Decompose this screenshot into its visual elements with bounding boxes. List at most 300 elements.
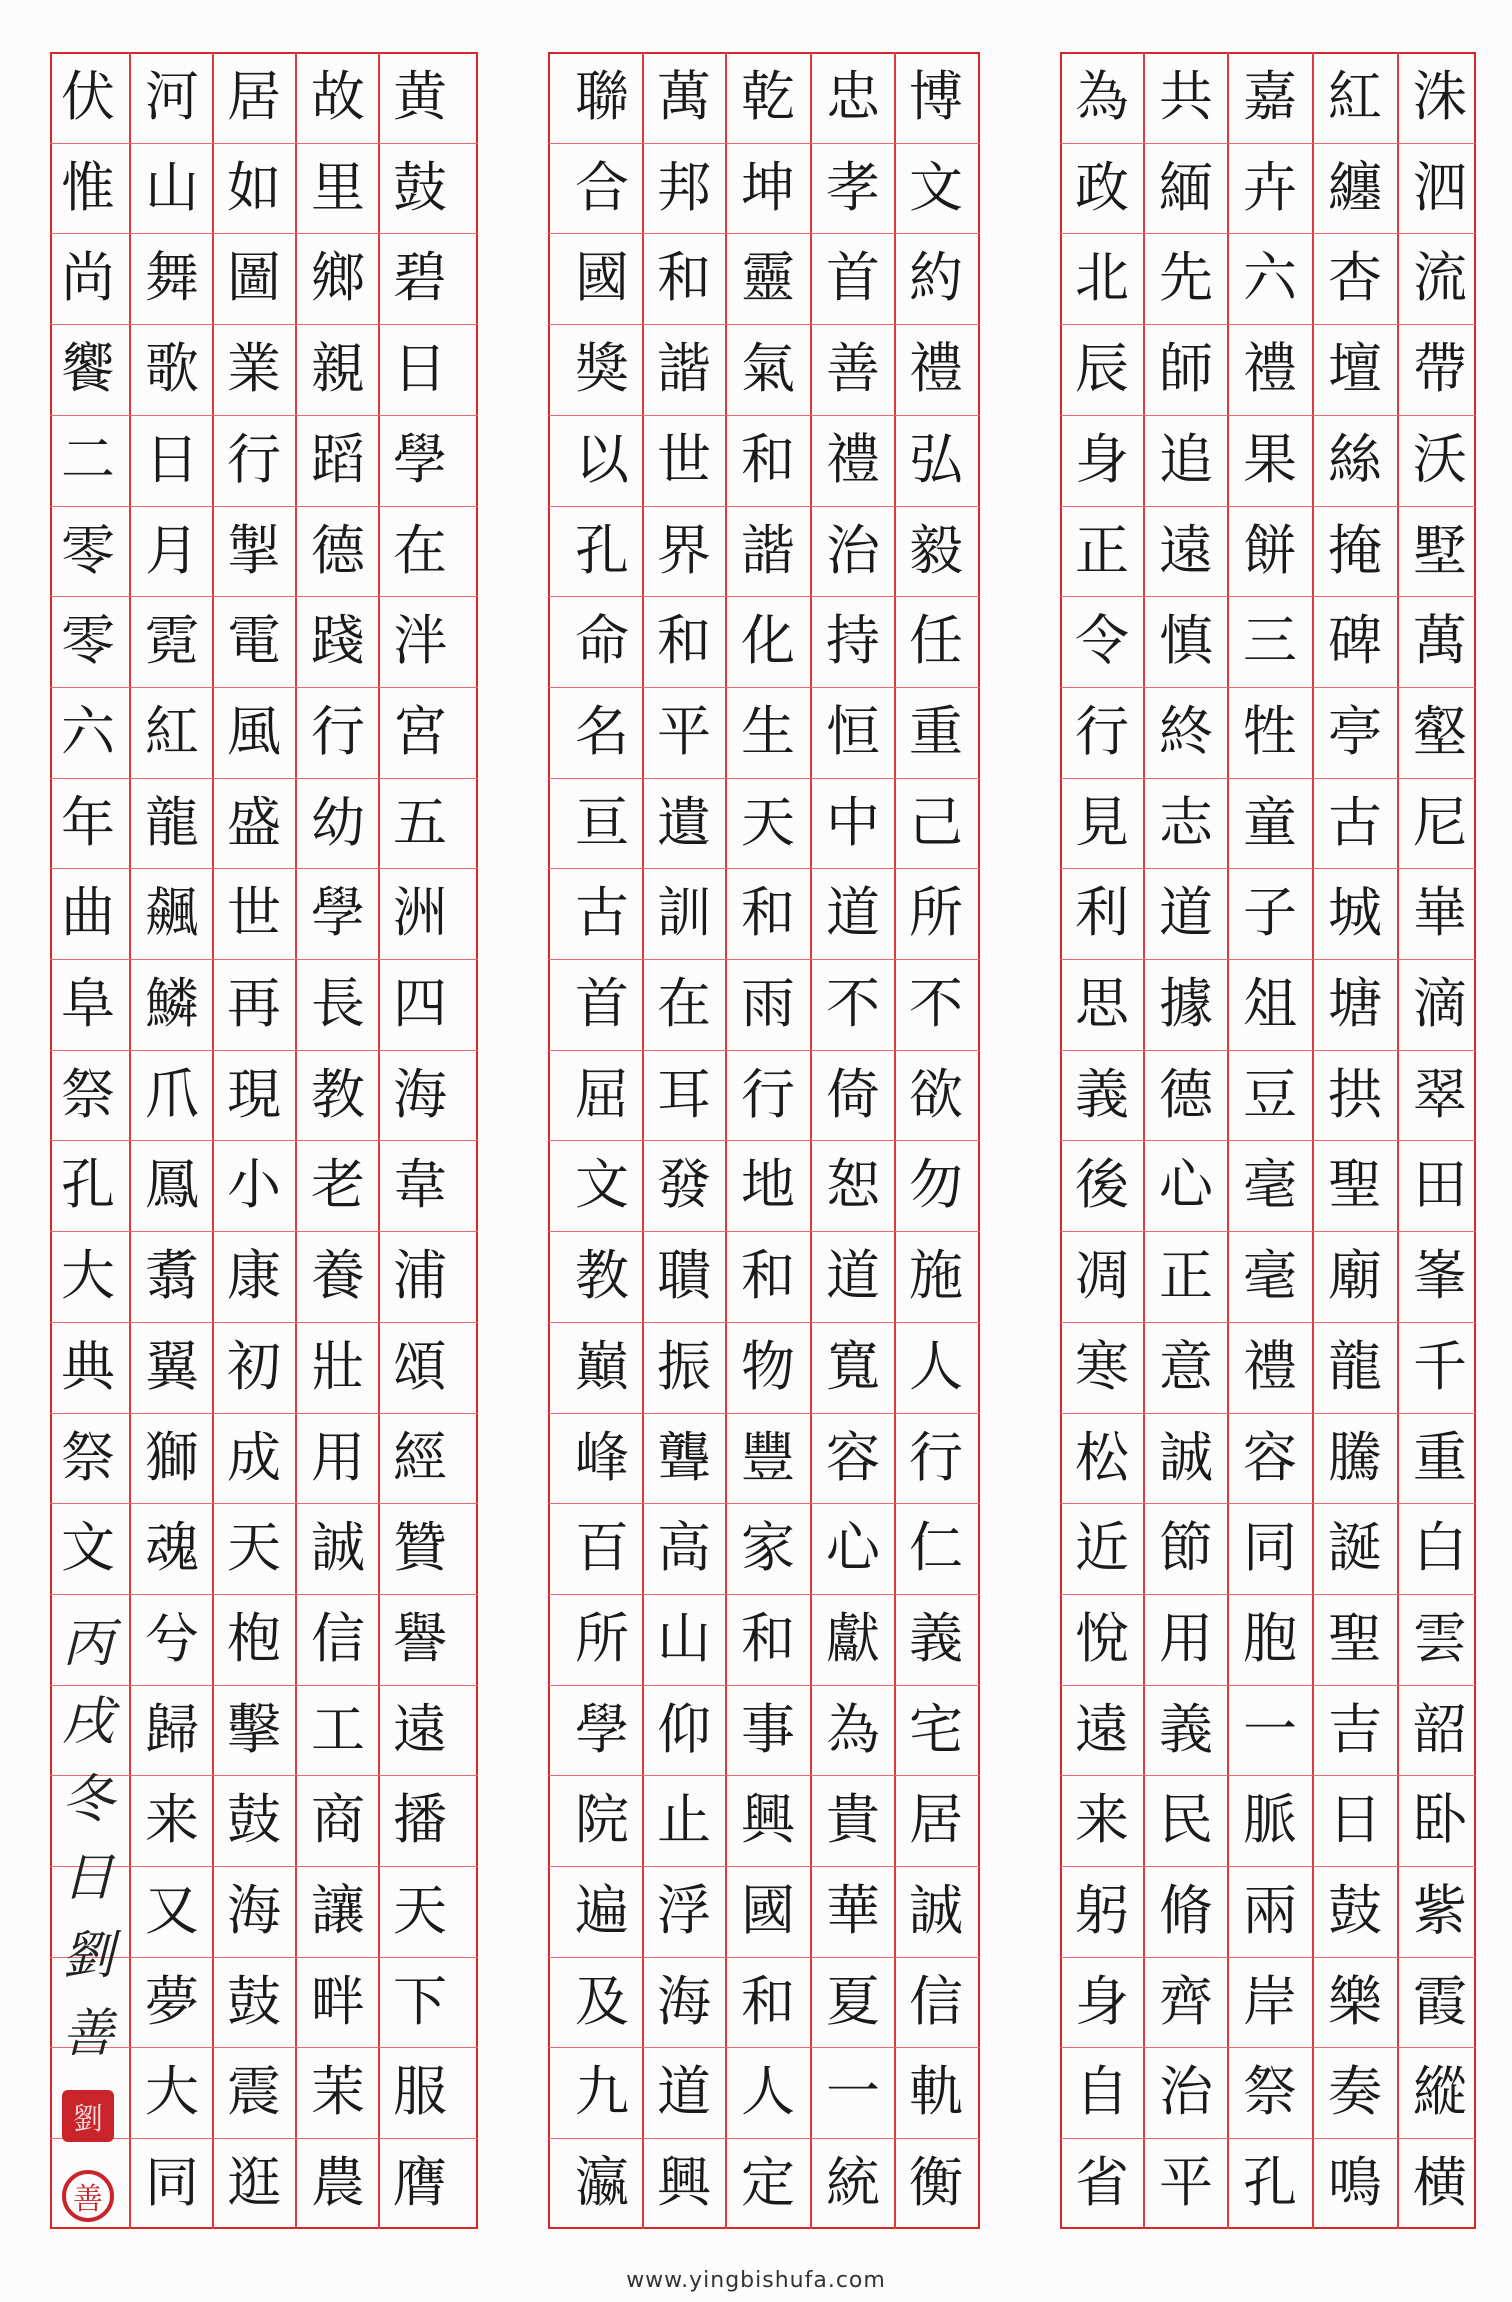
calligraphy-char: 誠 — [1159, 1425, 1213, 1489]
calligraphy-char: 誠 — [311, 1516, 365, 1580]
calligraphy-char: 宮 — [393, 699, 447, 763]
calligraphy-char: 禮 — [1243, 1334, 1297, 1398]
grid-row-line — [1060, 596, 1476, 597]
calligraphy-char: 辰 — [1075, 337, 1129, 401]
calligraphy-char: 博 — [909, 65, 963, 128]
calligraphy-char: 學 — [575, 1697, 629, 1761]
calligraphy-char: 道 — [826, 1244, 880, 1308]
calligraphy-char: 譽 — [393, 1606, 447, 1670]
calligraphy-char: 興 — [741, 1788, 795, 1852]
calligraphy-char: 海 — [393, 1062, 447, 1126]
calligraphy-char: 先 — [1159, 246, 1213, 310]
calligraphy-char: 農 — [311, 2151, 365, 2215]
calligraphy-char: 零 — [61, 518, 115, 582]
calligraphy-char: 聖 — [1328, 1606, 1382, 1670]
grid-row-line — [548, 2138, 980, 2139]
calligraphy-char: 終 — [1159, 699, 1213, 763]
calligraphy-char: 諧 — [657, 337, 711, 401]
grid-row-line — [548, 1685, 980, 1686]
calligraphy-char: 帶 — [1413, 337, 1467, 401]
calligraphy-char: 貴 — [826, 1788, 880, 1852]
calligraphy-char: 遍 — [575, 1879, 629, 1942]
calligraphy-char: 枹 — [227, 1606, 281, 1670]
grid-row-line — [548, 1322, 980, 1323]
calligraphy-char: 令 — [1075, 609, 1129, 673]
calligraphy-char: 興 — [657, 2151, 711, 2215]
calligraphy-char: 翠 — [1413, 1062, 1467, 1126]
calligraphy-char: 踐 — [311, 609, 365, 673]
calligraphy-char: 舞 — [145, 246, 199, 310]
calligraphy-char: 韋 — [393, 1153, 447, 1217]
calligraphy-char: 禮 — [1243, 337, 1297, 401]
grid-row-line — [50, 596, 478, 597]
calligraphy-char: 騰 — [1328, 1425, 1382, 1489]
calligraphy-char: 止 — [657, 1788, 711, 1852]
calligraphy-char: 大 — [145, 2060, 199, 2124]
calligraphy-char: 乾 — [741, 65, 795, 128]
calligraphy-char: 信 — [909, 1969, 963, 2033]
signature-char: 善 — [61, 2004, 114, 2064]
calligraphy-char: 行 — [741, 1062, 795, 1126]
calligraphy-char: 衡 — [909, 2151, 963, 2215]
calligraphy-char: 北 — [1075, 246, 1129, 310]
calligraphy-char: 康 — [227, 1244, 281, 1308]
calligraphy-char: 和 — [657, 609, 711, 673]
calligraphy-char: 振 — [657, 1334, 711, 1398]
calligraphy-char: 界 — [657, 518, 711, 582]
calligraphy-char: 里 — [311, 155, 365, 219]
grid-row-line — [50, 415, 478, 416]
calligraphy-char: 據 — [1159, 972, 1213, 1035]
calligraphy-char: 日 — [145, 427, 199, 491]
calligraphy-char: 德 — [311, 518, 365, 582]
grid-row-line — [548, 1413, 980, 1414]
calligraphy-char: 脩 — [1159, 1879, 1213, 1942]
calligraphy-char: 峰 — [575, 1425, 629, 1489]
calligraphy-char: 遠 — [393, 1697, 447, 1761]
seal-stamp: 劉 — [62, 2090, 114, 2142]
calligraphy-char: 工 — [311, 1697, 365, 1761]
calligraphy-char: 峯 — [1413, 1244, 1467, 1308]
calligraphy-char: 仰 — [657, 1697, 711, 1761]
calligraphy-char: 鼓 — [227, 1969, 281, 2033]
calligraphy-char: 来 — [1075, 1788, 1129, 1852]
calligraphy-char: 齊 — [1159, 1969, 1213, 2033]
calligraphy-char: 魂 — [145, 1516, 199, 1580]
calligraphy-char: 聯 — [575, 65, 629, 128]
calligraphy-char: 爪 — [145, 1062, 199, 1126]
calligraphy-char: 近 — [1075, 1516, 1129, 1580]
grid-row-line — [1060, 2138, 1476, 2139]
calligraphy-char: 年 — [61, 790, 115, 854]
calligraphy-char: 現 — [227, 1062, 281, 1126]
calligraphy-char: 零 — [61, 609, 115, 673]
calligraphy-char: 文 — [61, 1516, 115, 1580]
calligraphy-char: 為 — [1075, 65, 1129, 128]
calligraphy-char: 擊 — [227, 1697, 281, 1761]
calligraphy-char: 正 — [1075, 518, 1129, 582]
calligraphy-char: 巔 — [575, 1334, 629, 1398]
calligraphy-char: 行 — [909, 1425, 963, 1489]
calligraphy-char: 故 — [311, 65, 365, 128]
calligraphy-char: 獎 — [575, 337, 629, 401]
calligraphy-char: 人 — [909, 1334, 963, 1398]
grid-row-line — [548, 687, 980, 688]
grid-row-line — [1060, 1231, 1476, 1232]
calligraphy-char: 百 — [575, 1516, 629, 1580]
calligraphy-char: 風 — [227, 699, 281, 763]
calligraphy-char: 寬 — [826, 1334, 880, 1398]
calligraphy-char: 杏 — [1328, 246, 1382, 310]
calligraphy-char: 居 — [909, 1788, 963, 1852]
calligraphy-char: 萬 — [1413, 609, 1467, 673]
grid-row-line — [1060, 1413, 1476, 1414]
grid-row-line — [1060, 868, 1476, 869]
calligraphy-char: 欲 — [909, 1062, 963, 1126]
calligraphy-char: 頌 — [393, 1334, 447, 1398]
grid-row-line — [548, 415, 980, 416]
signature-char: 戌 — [61, 1692, 114, 1752]
calligraphy-char: 國 — [575, 246, 629, 310]
calligraphy-char: 經 — [393, 1425, 447, 1489]
calligraphy-char: 五 — [393, 790, 447, 854]
calligraphy-char: 卧 — [1413, 1788, 1467, 1852]
calligraphy-char: 豐 — [741, 1425, 795, 1489]
calligraphy-char: 鄉 — [311, 246, 365, 310]
calligraphy-char: 心 — [826, 1516, 880, 1580]
calligraphy-char: 宅 — [909, 1697, 963, 1761]
calligraphy-char: 鼓 — [1328, 1879, 1382, 1942]
calligraphy-char: 聵 — [657, 1244, 711, 1308]
calligraphy-char: 地 — [741, 1153, 795, 1217]
grid-row-line — [50, 324, 478, 325]
calligraphy-char: 再 — [227, 972, 281, 1035]
calligraphy-char: 下 — [393, 1969, 447, 2033]
calligraphy-char: 逛 — [227, 2151, 281, 2215]
calligraphy-char: 霞 — [1413, 1969, 1467, 2033]
calligraphy-char: 月 — [145, 518, 199, 582]
calligraphy-char: 意 — [1159, 1334, 1213, 1398]
grid-row-line — [1060, 1503, 1476, 1504]
signature-char: 丙 — [61, 1614, 114, 1674]
calligraphy-char: 紅 — [145, 699, 199, 763]
calligraphy-char: 一 — [826, 2060, 880, 2124]
calligraphy-char: 統 — [826, 2151, 880, 2215]
seal-stamp-round: 善 — [62, 2170, 114, 2222]
calligraphy-char: 業 — [227, 337, 281, 401]
calligraphy-char: 讓 — [311, 1879, 365, 1942]
grid-row-line — [1060, 2047, 1476, 2048]
calligraphy-char: 倚 — [826, 1062, 880, 1126]
grid-row-line — [1060, 687, 1476, 688]
calligraphy-char: 禮 — [826, 427, 880, 491]
grid-row-line — [548, 1140, 980, 1141]
calligraphy-char: 重 — [909, 699, 963, 763]
calligraphy-char: 心 — [1159, 1153, 1213, 1217]
grid-row-line — [1060, 1594, 1476, 1595]
calligraphy-char: 追 — [1159, 427, 1213, 491]
calligraphy-char: 利 — [1075, 881, 1129, 945]
calligraphy-char: 兮 — [145, 1606, 199, 1670]
calligraphy-char: 尚 — [61, 246, 115, 310]
calligraphy-char: 恕 — [826, 1153, 880, 1217]
calligraphy-char: 忠 — [826, 65, 880, 128]
calligraphy-char: 初 — [227, 1334, 281, 1398]
calligraphy-char: 天 — [741, 790, 795, 854]
calligraphy-char: 不 — [909, 972, 963, 1035]
calligraphy-char: 六 — [1243, 246, 1297, 310]
calligraphy-char: 耳 — [657, 1062, 711, 1126]
grid-row-line — [1060, 324, 1476, 325]
calligraphy-char: 服 — [393, 2060, 447, 2124]
grid-row-line — [50, 1413, 478, 1414]
calligraphy-char: 容 — [1243, 1425, 1297, 1489]
calligraphy-char: 高 — [657, 1516, 711, 1580]
calligraphy-char: 居 — [227, 65, 281, 128]
calligraphy-char: 鳴 — [1328, 2151, 1382, 2215]
calligraphy-char: 恒 — [826, 699, 880, 763]
calligraphy-char: 民 — [1159, 1788, 1213, 1852]
calligraphy-char: 治 — [826, 518, 880, 582]
calligraphy-char: 師 — [1159, 337, 1213, 401]
calligraphy-char: 播 — [393, 1788, 447, 1852]
grid-row-line — [548, 1775, 980, 1776]
calligraphy-char: 流 — [1413, 246, 1467, 310]
calligraphy-char: 文 — [909, 155, 963, 219]
calligraphy-char: 河 — [145, 65, 199, 128]
calligraphy-char: 首 — [575, 972, 629, 1035]
calligraphy-char: 思 — [1075, 972, 1129, 1035]
calligraphy-char: 孝 — [826, 155, 880, 219]
calligraphy-char: 教 — [575, 1244, 629, 1308]
calligraphy-char: 伏 — [61, 65, 115, 128]
calligraphy-char: 義 — [1075, 1062, 1129, 1126]
calligraphy-char: 霓 — [145, 609, 199, 673]
calligraphy-char: 長 — [311, 972, 365, 1035]
calligraphy-char: 身 — [1075, 427, 1129, 491]
calligraphy-char: 教 — [311, 1062, 365, 1126]
calligraphy-char: 仁 — [909, 1516, 963, 1580]
calligraphy-char: 不 — [826, 972, 880, 1035]
calligraphy-char: 孔 — [61, 1153, 115, 1217]
calligraphy-char: 沃 — [1413, 427, 1467, 491]
grid-row-line — [50, 959, 478, 960]
calligraphy-char: 脈 — [1243, 1788, 1297, 1852]
calligraphy-char: 誠 — [909, 1879, 963, 1942]
grid-row-line — [1060, 778, 1476, 779]
calligraphy-char: 松 — [1075, 1425, 1129, 1489]
calligraphy-char: 古 — [1328, 790, 1382, 854]
calligraphy-char: 為 — [826, 1697, 880, 1761]
calligraphy-char: 子 — [1243, 881, 1297, 945]
calligraphy-char: 拱 — [1328, 1062, 1382, 1126]
calligraphy-char: 典 — [61, 1334, 115, 1398]
calligraphy-char: 節 — [1159, 1516, 1213, 1580]
calligraphy-char: 誕 — [1328, 1516, 1382, 1580]
calligraphy-char: 崋 — [1413, 881, 1467, 945]
calligraphy-char: 日 — [1328, 1788, 1382, 1852]
calligraphy-char: 道 — [1159, 881, 1213, 945]
calligraphy-char: 屈 — [575, 1062, 629, 1126]
grid-row-line — [1060, 1322, 1476, 1323]
grid-row-line — [548, 2047, 980, 2048]
calligraphy-char: 院 — [575, 1788, 629, 1852]
calligraphy-char: 遠 — [1159, 518, 1213, 582]
calligraphy-char: 鼓 — [227, 1788, 281, 1852]
calligraphy-char: 海 — [227, 1879, 281, 1942]
calligraphy-char: 果 — [1243, 427, 1297, 491]
grid-row-line — [548, 506, 980, 507]
calligraphy-char: 成 — [227, 1425, 281, 1489]
calligraphy-char: 獻 — [826, 1606, 880, 1670]
grid-row-line — [548, 868, 980, 869]
grid-row-line — [50, 1685, 478, 1686]
calligraphy-char: 悅 — [1075, 1606, 1129, 1670]
calligraphy-char: 祭 — [61, 1062, 115, 1126]
calligraphy-char: 治 — [1159, 2060, 1213, 2124]
calligraphy-char: 物 — [741, 1334, 795, 1398]
grid-row-line — [1060, 233, 1476, 234]
calligraphy-char: 和 — [741, 881, 795, 945]
calligraphy-char: 天 — [393, 1879, 447, 1942]
calligraphy-char: 六 — [61, 699, 115, 763]
calligraphy-char: 正 — [1159, 1244, 1213, 1308]
calligraphy-char: 曲 — [61, 881, 115, 945]
calligraphy-char: 和 — [741, 427, 795, 491]
calligraphy-char: 二 — [61, 427, 115, 491]
calligraphy-char: 任 — [909, 609, 963, 673]
grid-row-line — [1060, 143, 1476, 144]
calligraphy-char: 壑 — [1413, 699, 1467, 763]
calligraphy-char: 毫 — [1243, 1153, 1297, 1217]
calligraphy-char: 小 — [227, 1153, 281, 1217]
calligraphy-char: 持 — [826, 609, 880, 673]
calligraphy-char: 浦 — [393, 1244, 447, 1308]
calligraphy-char: 瀛 — [575, 2151, 629, 2215]
calligraphy-char: 躬 — [1075, 1879, 1129, 1942]
calligraphy-char: 聾 — [657, 1425, 711, 1489]
calligraphy-char: 容 — [826, 1425, 880, 1489]
grid-row-line — [50, 1140, 478, 1141]
grid-row-line — [548, 324, 980, 325]
calligraphy-char: 古 — [575, 881, 629, 945]
calligraphy-char: 化 — [741, 609, 795, 673]
calligraphy-char: 緬 — [1159, 155, 1213, 219]
calligraphy-char: 廟 — [1328, 1244, 1382, 1308]
calligraphy-char: 後 — [1075, 1153, 1129, 1217]
grid-row-line — [50, 1594, 478, 1595]
calligraphy-char: 翼 — [145, 1334, 199, 1398]
calligraphy-char: 童 — [1243, 790, 1297, 854]
calligraphy-char: 軌 — [909, 2060, 963, 2124]
calligraphy-char: 德 — [1159, 1062, 1213, 1126]
calligraphy-char: 卉 — [1243, 155, 1297, 219]
calligraphy-char: 重 — [1413, 1425, 1467, 1489]
calligraphy-char: 塘 — [1328, 972, 1382, 1035]
calligraphy-char: 歌 — [145, 337, 199, 401]
grid-row-line — [1060, 415, 1476, 416]
calligraphy-char: 碑 — [1328, 609, 1382, 673]
calligraphy-char: 坤 — [741, 155, 795, 219]
grid-row-line — [1060, 506, 1476, 507]
calligraphy-char: 鼓 — [393, 155, 447, 219]
calligraphy-char: 山 — [657, 1606, 711, 1670]
calligraphy-char: 餅 — [1243, 518, 1297, 582]
calligraphy-char: 日 — [393, 337, 447, 401]
calligraphy-char: 三 — [1243, 609, 1297, 673]
calligraphy-char: 和 — [741, 1244, 795, 1308]
calligraphy-char: 萬 — [657, 65, 711, 128]
calligraphy-char: 和 — [741, 1606, 795, 1670]
calligraphy-char: 行 — [227, 427, 281, 491]
calligraphy-char: 氣 — [741, 337, 795, 401]
calligraphy-char: 慎 — [1159, 609, 1213, 673]
grid-row-line — [548, 1231, 980, 1232]
grid-row-line — [1060, 1775, 1476, 1776]
calligraphy-char: 以 — [575, 427, 629, 491]
calligraphy-char: 飆 — [145, 881, 199, 945]
grid-row-line — [1060, 1866, 1476, 1867]
calligraphy-char: 阜 — [61, 972, 115, 1035]
calligraphy-char: 孔 — [1243, 2151, 1297, 2215]
calligraphy-char: 毫 — [1243, 1244, 1297, 1308]
calligraphy-char: 一 — [1243, 1697, 1297, 1761]
calligraphy-char: 獅 — [145, 1425, 199, 1489]
calligraphy-char: 祭 — [61, 1425, 115, 1489]
calligraphy-char: 山 — [145, 155, 199, 219]
signature-char: 冬 — [61, 1770, 114, 1830]
calligraphy-char: 平 — [1159, 2151, 1213, 2215]
grid-row-line — [548, 143, 980, 144]
calligraphy-char: 大 — [61, 1244, 115, 1308]
calligraphy-char: 老 — [311, 1153, 365, 1217]
calligraphy-char: 聖 — [1328, 1153, 1382, 1217]
calligraphy-char: 惟 — [61, 155, 115, 219]
calligraphy-char: 兩 — [1243, 1879, 1297, 1942]
calligraphy-char: 韶 — [1413, 1697, 1467, 1761]
calligraphy-char: 用 — [1159, 1606, 1213, 1670]
calligraphy-char: 勿 — [909, 1153, 963, 1217]
calligraphy-char: 凋 — [1075, 1244, 1129, 1308]
grid-row-line — [548, 1957, 980, 1958]
calligraphy-char: 奏 — [1328, 2060, 1382, 2124]
calligraphy-char: 夢 — [145, 1969, 199, 2033]
calligraphy-char: 又 — [145, 1879, 199, 1942]
calligraphy-char: 所 — [575, 1606, 629, 1670]
calligraphy-char: 用 — [311, 1425, 365, 1489]
grid-row-line — [548, 233, 980, 234]
grid-row-line — [548, 1866, 980, 1867]
calligraphy-char: 泮 — [393, 609, 447, 673]
calligraphy-char: 海 — [657, 1969, 711, 2033]
calligraphy-char: 善 — [826, 337, 880, 401]
calligraphy-char: 命 — [575, 609, 629, 673]
calligraphy-char: 人 — [741, 2060, 795, 2124]
calligraphy-char: 約 — [909, 246, 963, 310]
calligraphy-char: 道 — [657, 2060, 711, 2124]
grid-row-line — [548, 959, 980, 960]
grid-row-line — [548, 596, 980, 597]
calligraphy-char: 定 — [741, 2151, 795, 2215]
calligraphy-char: 亭 — [1328, 699, 1382, 763]
calligraphy-char: 在 — [657, 972, 711, 1035]
calligraphy-char: 蹈 — [311, 427, 365, 491]
calligraphy-char: 和 — [741, 1969, 795, 2033]
calligraphy-char: 弘 — [909, 427, 963, 491]
grid-row-line — [548, 778, 980, 779]
signature-char: 日 — [61, 1848, 114, 1908]
calligraphy-char: 岸 — [1243, 1969, 1297, 2033]
